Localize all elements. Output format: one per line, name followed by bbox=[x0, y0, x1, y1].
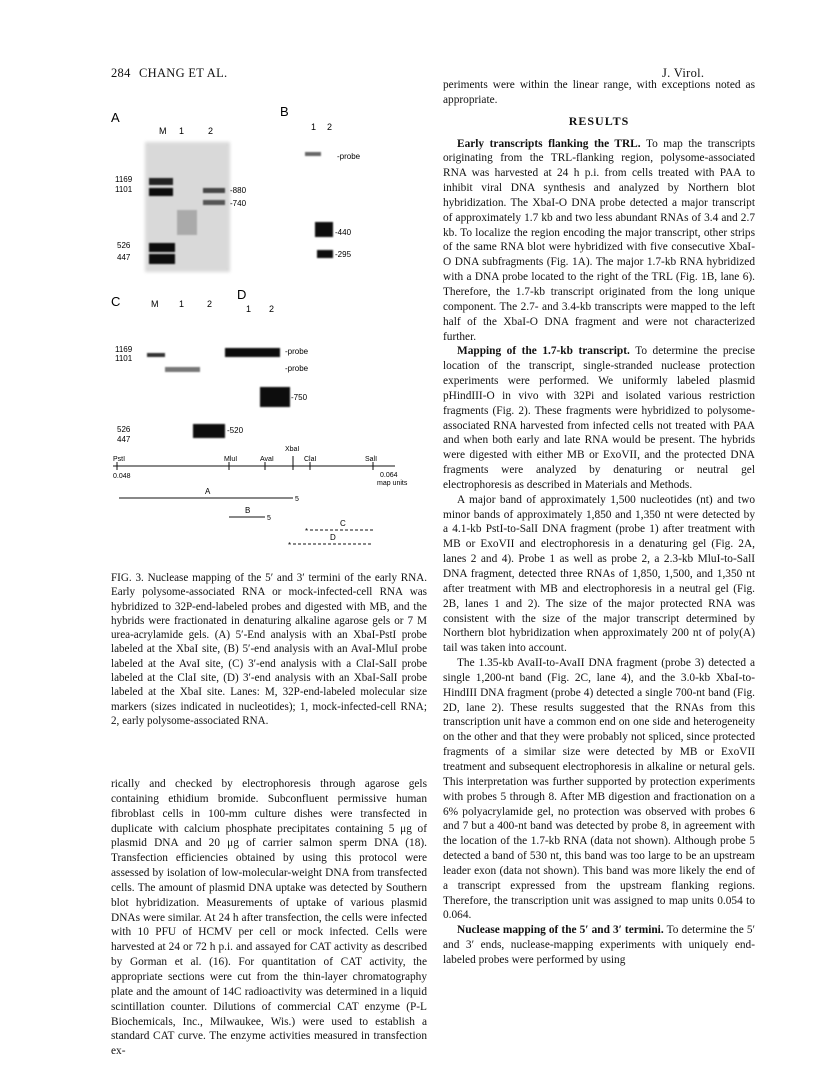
gel-a-band bbox=[203, 188, 225, 193]
paragraph-major-band: A major band of approximately 1,500 nucleotides (nt) and two minor bands of approximately 1,850 and 1,350 nt were detected by a 4.1-kb PstI-to-SalI DNA fragment (probe 1) after treatment with MB or ExoVII and electrophoresis in a denaturing gel (Fig. 2A, lanes 2 and 4). Probe 1 as well as probe 2, a 2.3-kb MluI-to-SalI DNA fragment, detected three RNAs of 1,850, 1,500, and 1,350 nt after treatment with MB and electrophoresis in a neutral gel (Fig. 2B, lanes 1 and 2). The size of the major protected RNA was consistent with the size of the major transcript determined by Northern blot hybridization when approximately 200 nt of poly(A) tail was taken into account. bbox=[443, 493, 755, 655]
gel-d-band bbox=[225, 348, 280, 357]
map-label-psti: PstI bbox=[113, 456, 126, 463]
caption-label: FIG. 3. bbox=[111, 572, 144, 584]
probe-c-star: * bbox=[305, 527, 309, 536]
running-authors: CHANG ET AL. bbox=[139, 66, 228, 80]
gel-a-band bbox=[149, 243, 175, 252]
paragraph-avaii-probe: The 1.35-kb AvaII-to-AvaII DNA fragment (probe 3) detected a single 1,200-nt band (Fig. 2C, lane 4), and the 3.0-kb XbaI-to-HindIII DNA fragment (probe 4) detected a single 700-nt band (Fig. 2D, lane 2). These results suggested that the RNAs from this transcription unit have a common end on one side and heterogeneity on the other and that they were probably not spliced, since protected fragments of a similar size were detected by MB or ExoVII treatment and subsequent electrophoresis in alkaline or netural gels. This interpretation was further supported by protection experiments with probes 5 through 8. After MB digestion and fractionation on a 6% polyacrylamide gel, no protection was observed with probes 6 and 7 but a 400-nt band was detected by probe 8, in agreement with the location of the 1.7-kb RNA (data not shown). Although probe 5 detected a band of 530 nt, this band was too large to be an upstream leader exon (data not shown). This band was more likely the end of a transcript expressed from the upstream flanking regions. Therefore, the transcription unit was assigned to map units 0.054 to 0.064. bbox=[443, 657, 755, 922]
lane-d-2: 2 bbox=[269, 304, 275, 314]
band-b-295: -295 bbox=[335, 250, 352, 259]
probe-d-label: D bbox=[330, 533, 336, 542]
band-a-880: -880 bbox=[230, 186, 247, 195]
gel-b-band bbox=[315, 222, 333, 237]
lane-a-1: 1 bbox=[179, 126, 185, 136]
lane-c-1: 1 bbox=[179, 299, 185, 309]
page-number: 284 bbox=[111, 66, 131, 80]
probe-c-label: C bbox=[340, 519, 346, 528]
marker-a-1169: 1169 bbox=[115, 175, 133, 184]
continued-paragraph: periments were within the linear range, with exceptions noted as appropriate. bbox=[443, 79, 755, 106]
early-transcripts-text: To map the transcripts originating from the TRL-flanking region, polysome-associated RNA was harvested at 24 h p.i. from cells treated with PAA to inhibit viral DNA synthesis and analyzed by Northern blot hybridization. The XbaI-O DNA probe detected a major transcript of approximately 1.7 kb and two less abundant RNAs of 3.4 and 2.7 kb. To localize the region encoding the major transcript, other strips of the same RNA blot were hybridized with five consecutive XbaI-O DNA subfragments (Fig. 1A). The major 1.7-kb RNA hybridized with a DNA probe located to the right of the TRL (Fig. 1B, lane 6). Therefore, the 1.7-kb transcript originated from the long unique component. The 2.7- and 3.4-kb transcripts were mapped to the left half of the XbaI-O DNA fragment and were not characterized further. bbox=[443, 137, 755, 343]
marker-a-1101: 1101 bbox=[115, 185, 133, 194]
mapping-heading: Mapping of the 1.7-kb transcript. bbox=[457, 345, 630, 358]
caption-text: Nuclease mapping of the 5′ and 3′ termini of the early RNA. Early polysome-associated RNA or mock-infected-cell RNA was hybridized to 32P-end-labeled probes and digested with MB, and the hybrids were fractionated in denaturing alkaline agarose gels or 7 M urea-acrylamide gels. (A) 5′-End analysis with an XbaI-PstI probe labeled at the XbaI site, (B) 5′-end analysis with an AvaI-MluI probe labeled at the AvaI site, (C) 3′-end analysis with a ClaI-SalI probe labeled at the ClaI site, (D) 3′-end analysis with an XbaI-SalI probe labeled at the XbaI site. Lanes: M, 32P-end-labeled molecular size markers (sizes indicated in nucleotides); 1, mock-infected-cell RNA; 2, early polysome-associated RNA. bbox=[111, 572, 428, 727]
left-column-body: rically and checked by electrophoresis through agarose gels containing ethidium bromide. Subconfluent permissive human fibroblast cells in 100-mm culture dishes were transfected in duplicate with calcium phosphate precipitates containing 5 μg of plasmid DNA and 20 μg of carrier salmon sperm DNA (18). Transfection efficiencies obtained by using this protocol were assessed by isolation of low-molecular-weight DNA from transfected cells. The amount of plasmid DNA uptake was detected by Southern blot hybridization. Measurements of uptake of various plasmid DNAs were similar. At 24 h after transfection, the cells were infected with 10 PFU of HCMV per cell or mock infected. Cells were harvested at 24 or 72 h p.i. and assayed for CAT activity as described by Gorman et al. (16). For quantitation of CAT activity, the appropriate sections were cut from the thin-layer chromatography plate and the amount of 14C radioactivity was determined in a liquid scintillation counter. Dilutions of commercial CAT enzyme (P-L Biochemicals, Inc., Milwaukee, Wis.) were used to establish a standard CAT curve. The enzyme activities measured in transfection ex- bbox=[111, 778, 427, 1058]
results-heading: RESULTS bbox=[568, 113, 630, 128]
journal-name: J. Virol. bbox=[662, 66, 705, 80]
panel-label-b: B bbox=[280, 104, 289, 119]
gel-a-band bbox=[149, 254, 175, 264]
band-a-740: -740 bbox=[230, 199, 247, 208]
map-units-label: map units bbox=[377, 480, 408, 487]
marker-c-526: 526 bbox=[117, 425, 131, 434]
right-column bbox=[443, 78, 755, 968]
marker-a-447: 447 bbox=[117, 253, 131, 262]
band-b-440: -440 bbox=[335, 228, 352, 237]
nuclease-mapping-heading: Nuclease mapping of the 5′ and 3′ termini. bbox=[457, 924, 664, 937]
marker-a-526: 526 bbox=[117, 241, 131, 250]
panel-label-a: A bbox=[111, 110, 120, 125]
band-cd-750: -750 bbox=[291, 393, 308, 402]
map-label-mlui: MluI bbox=[224, 456, 238, 463]
lane-a-m: M bbox=[159, 126, 167, 136]
gel-b-band bbox=[305, 152, 321, 156]
gel-a bbox=[145, 142, 230, 272]
figure-3 bbox=[105, 100, 430, 560]
band-cd-probe-2: -probe bbox=[285, 364, 309, 373]
probe-d-star: * bbox=[288, 541, 292, 550]
gel-c-band bbox=[147, 353, 165, 357]
nuclease-mapping-text: To determine the 5′ and 3′ ends, nuclease-mapping experiments with uniquely end-labeled probes were performed by using bbox=[443, 924, 755, 966]
lane-a-2: 2 bbox=[208, 126, 214, 136]
gel-c-band bbox=[165, 367, 200, 372]
band-b-probe: -probe bbox=[337, 152, 361, 161]
map-label-sali: SalI bbox=[365, 456, 378, 463]
gel-a-band bbox=[149, 188, 173, 196]
paragraph-nuclease-mapping bbox=[443, 923, 755, 968]
panel-label-c: C bbox=[111, 294, 121, 309]
figure-caption bbox=[111, 571, 427, 728]
paragraph-early-transcripts bbox=[443, 137, 755, 345]
lane-d-1: 1 bbox=[246, 304, 252, 314]
lane-b-1: 1 bbox=[311, 122, 317, 132]
band-cd-520: -520 bbox=[227, 426, 244, 435]
gel-a-band bbox=[203, 200, 225, 205]
probe-b-label: B bbox=[245, 506, 251, 515]
map-label-avai: AvaI bbox=[260, 456, 274, 463]
early-transcripts-heading: Early transcripts flanking the TRL. bbox=[457, 137, 641, 150]
map-unit-right: 0.064 bbox=[380, 472, 398, 479]
marker-c-447: 447 bbox=[117, 435, 131, 444]
panel-label-d: D bbox=[237, 287, 247, 302]
mapping-text: To determine the precise location of the transcript, single-stranded nuclease protection experiments were performed. We uniformly labeled plasmid pHindIII-O in vivo with 32Pi and isolated various restriction fragments (Fig. 2). These fragments were hybridized to polysome-associated RNA harvested from infected cells not treated with PAA and when both early and late RNA would be present. The hybrids were digested with either MB or ExoVII, and the protected DNA fragments were analyzed by denaturing or neutral gel electrophoresis as described in Materials and Methods. bbox=[443, 345, 755, 491]
marker-c-1169: 1169 bbox=[115, 345, 133, 354]
lane-c-m: M bbox=[151, 299, 159, 309]
lane-c-2: 2 bbox=[207, 299, 213, 309]
map-label-clai: ClaI bbox=[304, 456, 317, 463]
gel-a-band bbox=[177, 210, 197, 235]
marker-c-1101: 1101 bbox=[115, 354, 133, 363]
map-unit-left: 0.048 bbox=[113, 473, 131, 480]
gel-c-band bbox=[193, 424, 225, 438]
probe-a-end: 5 bbox=[295, 496, 299, 503]
paragraph-mapping bbox=[443, 344, 755, 492]
gel-d-band bbox=[260, 387, 290, 407]
probe-a-label: A bbox=[205, 487, 211, 496]
gel-a-band bbox=[149, 178, 173, 185]
map-label-xbai: XbaI bbox=[285, 446, 300, 453]
gel-b-band bbox=[317, 250, 333, 258]
probe-b-end: 5 bbox=[267, 515, 271, 522]
band-cd-probe-1: -probe bbox=[285, 347, 309, 356]
lane-b-2: 2 bbox=[327, 122, 333, 132]
